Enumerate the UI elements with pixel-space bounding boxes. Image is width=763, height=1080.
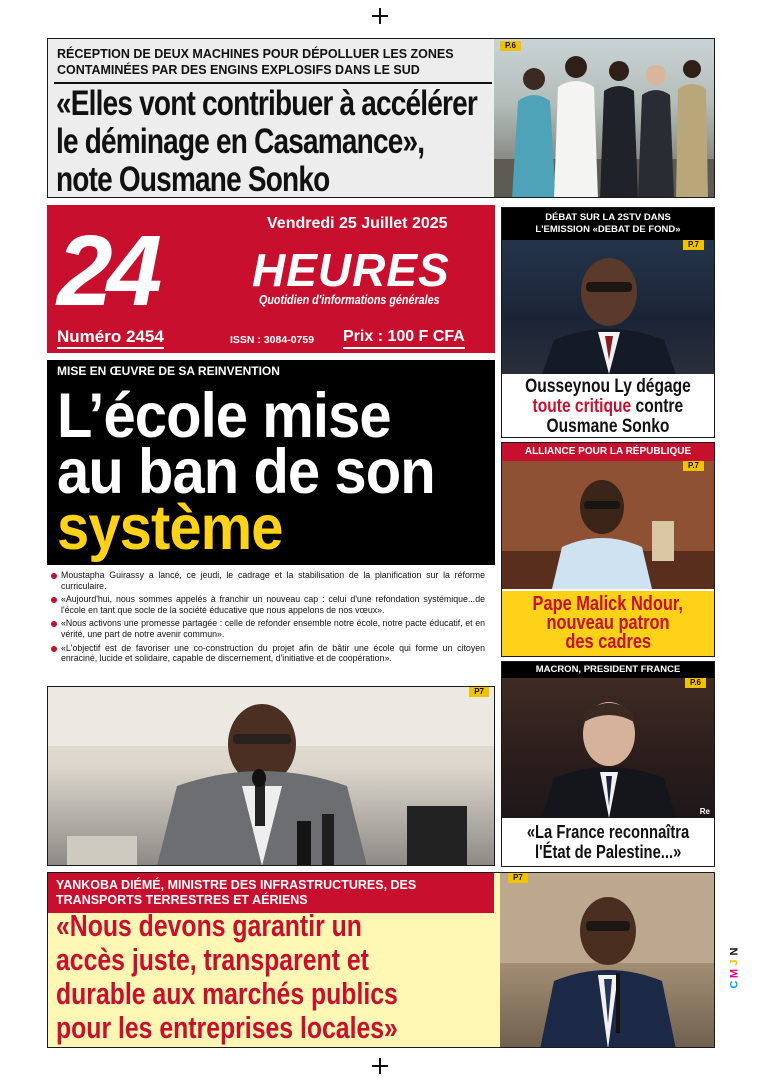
main-story-kicker: MISE EN ŒUVRE DE SA REINVENTION (57, 364, 280, 378)
right-story-1-headline-b: contre (631, 396, 684, 417)
masthead-date: Vendredi 25 Juillet 2025 (267, 215, 448, 232)
masthead-logo-number: 24 (57, 215, 157, 327)
bottom-story[interactable] (47, 872, 715, 1048)
top-headline-line-1: «Elles vont contribuer à accélérer (56, 84, 478, 123)
right-story-1-headline (502, 377, 714, 437)
right-story-3-photo-credit: Re (699, 807, 710, 816)
cmjn-color-bar (728, 946, 742, 1006)
right-story-2-headline-line-3: des cadres (565, 631, 651, 653)
right-story-3-headline-line-1: «La France reconnaîtra (526, 822, 690, 842)
masthead-tagline: Quotidien d'informations générales (259, 293, 440, 307)
main-story-page-tag: P7 (469, 687, 489, 697)
cmjn-letter-c: C (728, 980, 741, 989)
right-story-3-kicker: MACRON, PRESIDENT FRANCE (502, 662, 714, 678)
right-story-3[interactable] (501, 661, 715, 867)
main-headline-line-2: au ban de son (57, 437, 435, 507)
right-story-2-headline-line-1: Pape Malick Ndour, (532, 593, 684, 615)
right-story-2-kicker: ALLIANCE POUR LA RÉPUBLIQUE (502, 443, 714, 461)
crop-mark-bottom (372, 1058, 388, 1074)
right-story-1-kicker-line-1: DÉBAT SUR LA 2STV DANS (545, 212, 671, 223)
masthead (47, 205, 495, 353)
main-headline-line-1: L’école mise (57, 381, 391, 451)
bottom-headline-line-2: accès juste, transparent et (56, 942, 369, 977)
right-story-2-photo[interactable] (502, 461, 714, 589)
masthead-issn: ISSN : 3084-0759 (230, 334, 315, 346)
right-story-1-kicker (502, 208, 714, 240)
right-story-3-headline-line-2: l'État de Palestine...» (534, 842, 682, 862)
cmjn-letter-j: J (728, 959, 741, 966)
crop-mark-top (372, 8, 388, 24)
bottom-story-photo[interactable] (500, 873, 715, 1048)
right-story-1-kicker-line-2: L'EMISSION «DEBAT DE FOND» (535, 224, 681, 235)
top-story-kicker: RÉCEPTION DE DEUX MACHINES POUR DÉPOLLUER LES ZONES CONTAMINÉES PAR DES ENGINS EXPLOSIFS DANS LE SUD (57, 47, 454, 77)
top-story-page-tag: P.6 (500, 41, 521, 51)
bottom-headline-line-1: «Nous devons garantir un (56, 908, 362, 943)
right-story-1-headline-c: Ousmane Sonko (546, 416, 670, 437)
main-bullet-4: «L'objectif est de favoriser une co-construction du projet afin de bâtir une école qui forme un citoyen enraciné, lucide et solidaire, capable de discernement, d'initiative et de coopération». (61, 642, 485, 664)
right-story-2-page-tag: P.7 (683, 461, 704, 471)
top-headline-line-2: le déminage en Casamance», (56, 122, 425, 161)
right-story-3-page-tag: P.6 (685, 678, 706, 688)
top-story-photo[interactable] (494, 39, 715, 198)
cmjn-letter-n: N (728, 947, 741, 956)
top-story[interactable] (47, 38, 715, 198)
bottom-story-headline[interactable] (56, 909, 398, 1045)
main-story-header[interactable] (47, 360, 495, 565)
bottom-headline-line-4: pour les entreprises locales» (56, 1010, 398, 1045)
main-bullet-3: «Nous activons une promesse partagée : celle de refonder ensemble notre école, notre pacte éducatif, et en vérité, une part de notre avenir commun». (61, 618, 485, 639)
right-story-1-headline-highlight: toute critique (532, 396, 632, 417)
main-headline-line-3: système (57, 493, 283, 563)
bottom-story-page-tag: P7 (508, 873, 528, 883)
main-story-bullets (47, 566, 495, 686)
right-story-1-page-tag: P.7 (683, 240, 704, 250)
cmjn-letter-m: M (728, 968, 741, 979)
right-story-2-headline-line-2: nouveau patron (546, 612, 670, 634)
bottom-headline-line-3: durable aux marchés publics (56, 976, 398, 1011)
main-bullet-1: Moustapha Guirassy a lancé, ce jeudi, le cadrage et la stabilisation de la planification sur la réforme curriculaire. (61, 570, 485, 591)
bottom-story-kicker: YANKOBA DIÉMÉ, MINISTRE DES INFRASTRUCTURES, DES TRANSPORTS TERRESTRES ET AÉRIENS (48, 873, 494, 913)
right-story-1-photo[interactable] (502, 240, 714, 374)
top-story-headline[interactable] (56, 85, 477, 198)
right-story-1-headline-a: Ousseynou Ly dégage (525, 376, 691, 397)
right-story-1[interactable] (501, 207, 715, 438)
masthead-logo-word: HEURES (252, 244, 450, 296)
right-story-2[interactable] (501, 442, 715, 657)
right-story-3-photo[interactable] (502, 678, 714, 818)
masthead-issue-number: Numéro 2454 (57, 327, 164, 349)
right-story-2-headline (502, 591, 714, 657)
right-story-3-headline (502, 822, 714, 862)
main-bullet-2: «Aujourd'hui, nous sommes appelés à franchir un nouveau cap : celui d'une refondation systémique...de l'école en tant que socle de la société éducative que nous appelons de nos vœux». (61, 594, 485, 615)
top-headline-line-3: note Ousmane Sonko (56, 160, 330, 198)
main-photo-frame (47, 686, 495, 866)
masthead-price: Prix : 100 F CFA (343, 327, 465, 349)
